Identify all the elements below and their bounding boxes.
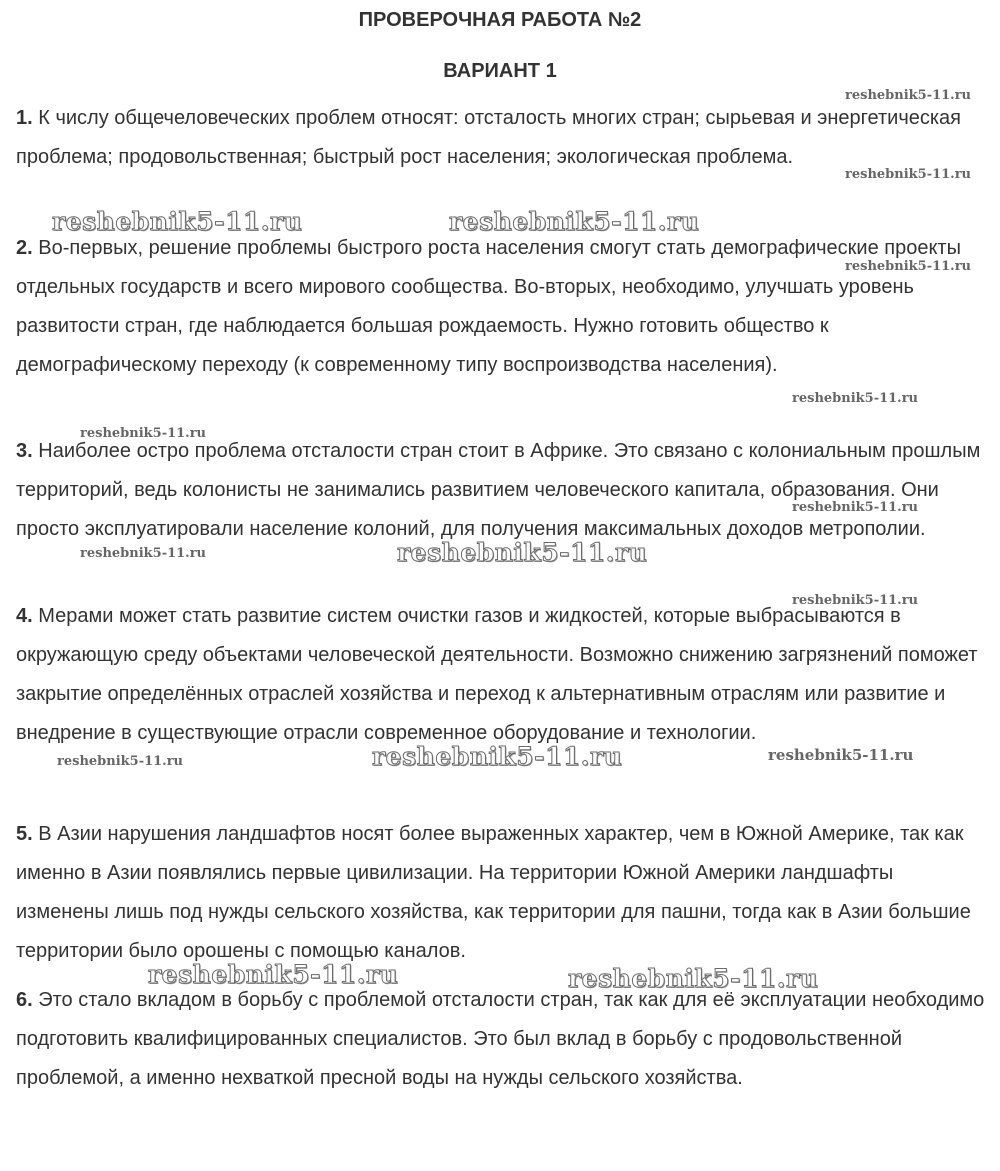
answer-number: 5. (16, 823, 33, 845)
watermark: reshebnik5-11.ru (397, 538, 648, 567)
watermark: reshebnik5-11.ru (845, 167, 972, 182)
answer-1 (16, 99, 991, 177)
watermark: reshebnik5-11.ru (80, 426, 207, 441)
answer-text: Мерами может стать развитие систем очистки газов и жидкостей, которые выбрасываются в окружающую среду объектами человеческой деятельности. Возможно снижению загрязнений поможет закрытие определённых отраслей хозяйства и переход к альтернативным отраслям или развитие и внедрение в существующие отрасли современное оборудование и технологии. (16, 605, 978, 744)
watermark: reshebnik5-11.ru (57, 754, 184, 769)
watermark: reshebnik5-11.ru (52, 207, 303, 236)
answer-text: Во-первых, решение проблемы быстрого роста населения смогут стать демографические проекты отдельных государств и всего мирового сообщества. Во-вторых, необходимо, улучшать уровень развитости стран, где наблюдается большая рождаемость. Нужно готовить общество к демографическому переходу (к современному типу воспроизводства населения). (16, 237, 961, 376)
watermark: reshebnik5-11.ru (80, 546, 207, 561)
answer-2 (16, 229, 991, 385)
answer-number: 1. (16, 107, 33, 129)
watermark: reshebnik5-11.ru (792, 593, 919, 608)
answer-6 (16, 981, 991, 1098)
answer-4 (16, 597, 991, 753)
answer-5 (16, 815, 991, 971)
watermark: reshebnik5-11.ru (768, 746, 914, 764)
answer-number: 6. (16, 989, 33, 1011)
answer-text: Наиболее остро проблема отсталости стран стоит в Африке. Это связано с колониальным прошлым территорий, ведь колонисты не занимались развитием человеческого капитала, образования. Они просто эксплуатировали население колоний, для получения максимальных доходов метрополии. (16, 440, 981, 540)
watermark: reshebnik5-11.ru (845, 88, 972, 103)
document-title: ПРОВЕРОЧНАЯ РАБОТА №2 (358, 9, 642, 31)
watermark: reshebnik5-11.ru (792, 500, 919, 515)
watermark: reshebnik5-11.ru (568, 964, 819, 993)
answer-text: Это стало вкладом в борьбу с проблемой отсталости стран, так как для её эксплуатации необходимо подготовить квалифицированных специалистов. Это был вклад в борьбу с продовольственной проблемой, а именно нехваткой пресной воды на нужды сельского хозяйства. (16, 989, 985, 1089)
answer-text: К числу общечеловеческих проблем относят: отсталость многих стран; сырьевая и энергетическая проблема; продовольственная; быстрый рост населения; экологическая проблема. (16, 107, 962, 168)
answer-number: 4. (16, 605, 33, 627)
answer-number: 3. (16, 440, 33, 462)
watermark: reshebnik5-11.ru (845, 259, 972, 274)
watermark: reshebnik5-11.ru (449, 207, 700, 236)
answer-3 (16, 432, 991, 549)
variant-heading: ВАРИАНТ 1 (443, 60, 557, 82)
watermark: reshebnik5-11.ru (148, 960, 399, 989)
watermark: reshebnik5-11.ru (372, 742, 623, 771)
answer-text: В Азии нарушения ландшафтов носят более выраженных характер, чем в Южной Америке, так как именно в Азии появлялись первые цивилизации. На территории Южной Америки ландшафты изменены лишь под нужды сельского хозяйства, как территории для пашни, тогда как в Азии большие территории было орошены с помощью каналов. (16, 823, 971, 962)
answer-number: 2. (16, 237, 33, 259)
watermark: reshebnik5-11.ru (792, 391, 919, 406)
